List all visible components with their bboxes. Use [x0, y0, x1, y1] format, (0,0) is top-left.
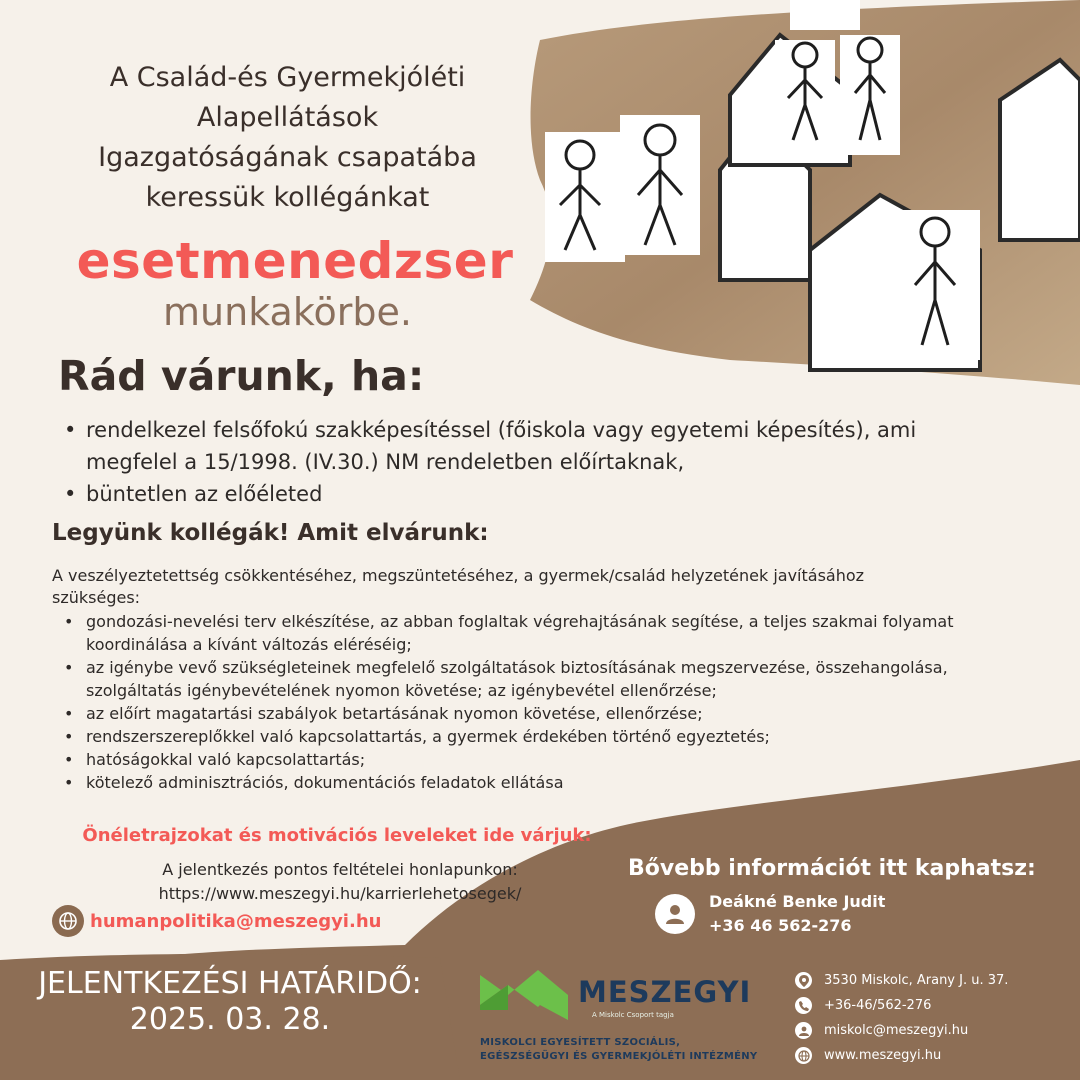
application-email[interactable]: humanpolitika@meszegyi.hu: [90, 910, 382, 932]
list-item: • büntetlen az előéleted: [62, 478, 982, 510]
intro-line: keressük kollégánkat: [145, 182, 430, 213]
paper-family-photo: [520, 0, 1080, 385]
requirements-list: [62, 414, 982, 510]
contact-phone[interactable]: +36 46 562-276: [709, 916, 852, 935]
institution-line: EGÉSZSÉGÜGYI ÉS GYERMEKJÓLÉTI INTÉZMÉNY: [480, 1051, 758, 1062]
contact-person: [655, 890, 885, 938]
application-info: [70, 858, 610, 906]
intro-line: A Család-és Gyermekjóléti: [109, 62, 466, 93]
globe-icon: [795, 1047, 812, 1064]
institution-name: [480, 1036, 790, 1064]
list-item: • hatóságokkal való kapcsolattartás;: [62, 748, 962, 771]
phone-row[interactable]: [795, 993, 1008, 1018]
duties-list: [62, 610, 962, 794]
contact-details: [795, 968, 1008, 1068]
intro-text: [40, 58, 535, 218]
user-icon: [655, 894, 695, 934]
deadline-date: 2025. 03. 28.: [129, 1002, 331, 1037]
list-item: • az előírt magatartási szabályok betartásának nyomon követése, ellenőrzése;: [62, 702, 962, 725]
deadline-label: JELENTKEZÉSI HATÁRIDŐ:: [38, 966, 422, 1001]
application-heading: Önéletrajzokat és motivációs leveleket ide várjuk:: [82, 825, 592, 846]
list-item: • az igénybe vevő szükségleteinek megfelelő szolgáltatások biztosításának megszervezése, összehangolása, szolgáltatás igénybevételének nyomon követése; az igénybevétel ellenőrzése;: [62, 656, 962, 702]
location-pin-icon: [795, 972, 812, 989]
deadline: [0, 966, 460, 1038]
institution-line: MISKOLCI EGYESÍTETT SZOCIÁLIS,: [480, 1037, 681, 1048]
job-title: esetmenedzser: [76, 232, 514, 290]
list-item: • kötelező adminisztrációs, dokumentációs feladatok ellátása: [62, 771, 962, 794]
email-text[interactable]: miskolc@meszegyi.hu: [824, 1023, 969, 1038]
application-line: A jelentkezés pontos feltételei honlapunkon:: [162, 860, 518, 879]
job-title-suffix: munkakörbe.: [163, 290, 412, 334]
more-info-heading: Bővebb információt itt kaphatsz:: [628, 856, 1036, 881]
address-row: [795, 968, 1008, 993]
contact-name: Deákné Benke Judit: [709, 892, 886, 911]
list-item: • rendszerszereplőkkel való kapcsolattartás, a gyermek érdekében történő egyeztetés;: [62, 725, 962, 748]
application-email-row[interactable]: [52, 905, 381, 937]
brand-tagline: A Miskolc Csoport tagja: [592, 1011, 674, 1019]
list-item: • gondozási-nevelési terv elkészítése, az abban foglaltak végrehajtásának segítése, a teljes szakmai folyamat koordinálása a kívánt változás eléréséig;: [62, 610, 962, 656]
list-item: • rendelkezel felsőfokú szakképesítéssel (főiskola vagy egyetemi képesítés), ami megfelel a 15/1998. (IV.30.) NM rendeletben előírtaknak,: [62, 414, 982, 478]
phone-icon: [795, 997, 812, 1014]
career-link[interactable]: https://www.meszegyi.hu/karrierlehetosegek/: [158, 884, 522, 903]
duties-intro: A veszélyeztetettség csökkentéséhez, megszüntetéséhez, a gyermek/család helyzetének javításához szükséges:: [52, 566, 865, 607]
phone-text[interactable]: +36-46/562-276: [824, 998, 932, 1013]
brand-name: MESZEGYI: [578, 975, 752, 1009]
globe-icon: [52, 905, 84, 937]
web-row[interactable]: [795, 1043, 1008, 1068]
address-text: 3530 Miskolc, Arany J. u. 37.: [824, 973, 1009, 988]
intro-line: Alapellátások: [196, 102, 379, 133]
duties-heading: Legyünk kollégák! Amit elvárunk:: [52, 520, 489, 546]
user-icon: [795, 1022, 812, 1039]
email-row[interactable]: [795, 1018, 1008, 1043]
requirements-heading: Rád várunk, ha:: [58, 352, 425, 400]
intro-line: Igazgatóságának csapatába: [98, 142, 477, 173]
web-text[interactable]: www.meszegyi.hu: [824, 1048, 942, 1063]
